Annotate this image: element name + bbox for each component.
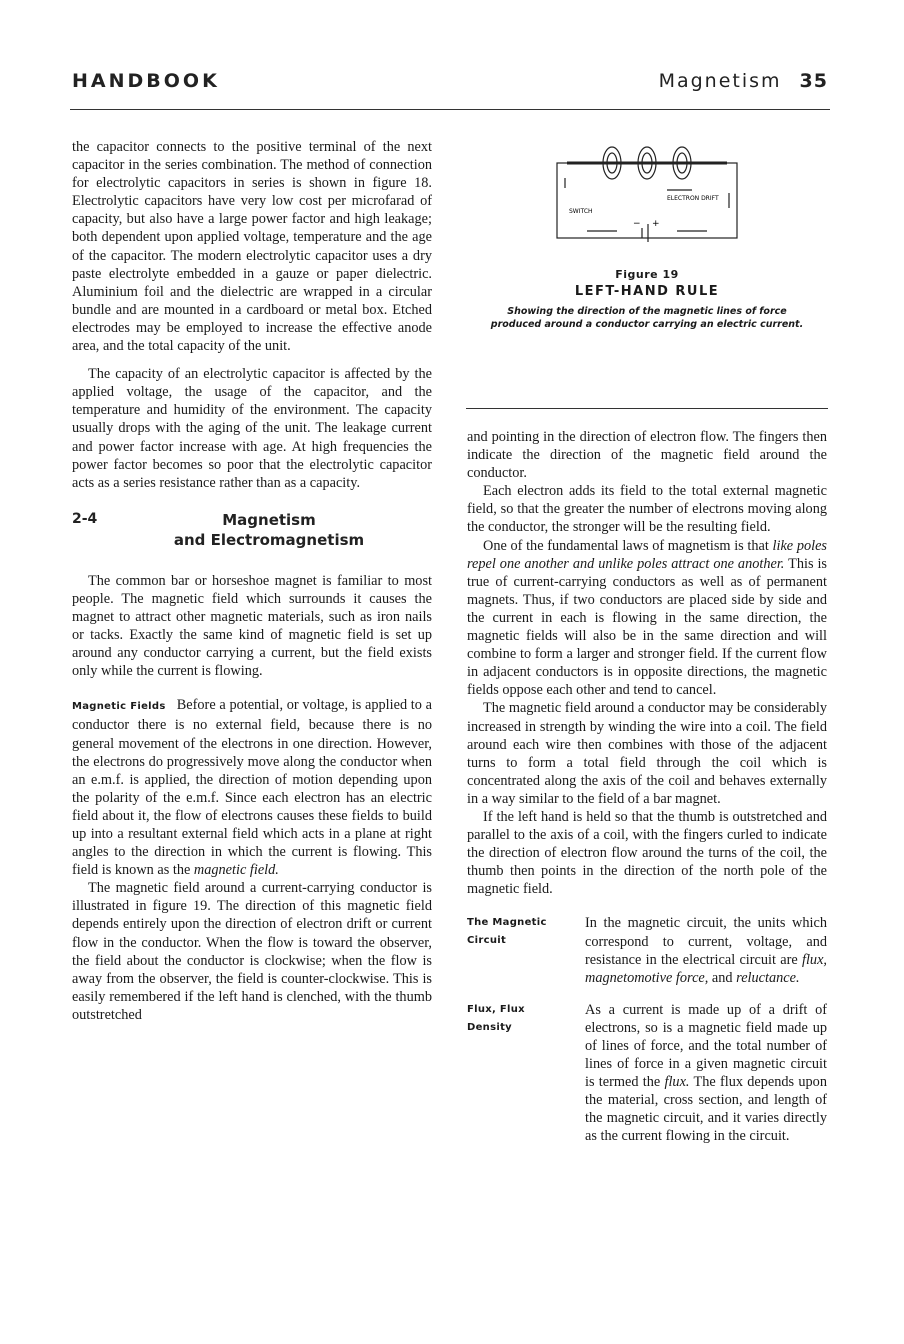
- minus-sign: −: [633, 219, 641, 229]
- paragraph: the capacitor connects to the positive terminal of the next capacitor in the series combination. The method of connection for electrolytic capacitors in series is shown in figure 18. Electrolytic capacitors have very low cost per microfarad of capacity, but also have a large power factor and high leakage; both dependent upon applied voltage, temperature and the age of the capacitor. The modern electrolytic capacitor uses a dry paste electrolyte embedded in a gauze or paper dielectric. Aluminium foil and the dielectric are wrapped in a circular bundle and are mounted in a cardboard or metal box. Etched electrodes may be employed to increase the effective anode area, and the total capacity of the unit.: [72, 139, 432, 355]
- left-column: [72, 138, 432, 1024]
- paragraph: The magnetic field around a conductor may be considerably increased in strength by winding the wire into a coil. The field around each wire then combines with those of the adjacent turns to form a total field through the coil which is concentrated along the axis of the coil and behaves externally in a way similar to the field of a bar magnet.: [467, 700, 827, 807]
- paragraph: One of the fundamental laws of magnetism is that like poles repel one another and unlike poles attract one another. This is true of current-carrying conductors as well as of permanent magnets. Thus, if two conductors are placed side by side and the current in each is flowing in the same direction, the magnetic fields will also be in the same direction and will combine to form a larger and stronger field. If the current flow in adjacent conductors is in opposite directions, the magnetic fields oppose each other and tend to cancel.: [467, 537, 828, 699]
- side-head-block: Magnetic Fields Before a potential, or voltage, is applied to a conductor there is no external field, because there is no general movement of the electrons in one direction. However, the electrons do progressively move along the conductor when an e.m.f. is applied, the direction of motion depending upon the polarity of the e.m.f. Since each electron has an electric field about it, the flow of electrons causes these fields to build up into a resultant external field which acts in a plane at right angles to the direction in which the current is flowing. This field is known as the magnetic field.: [72, 697, 432, 879]
- paragraph: and pointing in the direction of electron flow. The fingers then indicate the direction of the magnetic field around the conductor.: [467, 429, 827, 482]
- chapter-title: Magnetism: [658, 70, 782, 92]
- figure-rule: [466, 408, 828, 409]
- side-head-block: [467, 914, 827, 986]
- figure-caption: Showing the direction of the magnetic lines of force produced around a conductor carrying an electric current.: [490, 306, 804, 330]
- term: magnetic field.: [193, 862, 279, 879]
- switch-label: SWITCH: [569, 208, 593, 215]
- side-head-block: [467, 1001, 827, 1146]
- side-label: Magnetic Fields: [72, 701, 166, 713]
- running-header-left: HANDBOOK: [72, 70, 220, 92]
- running-header-right: [659, 70, 828, 92]
- paragraph: The magnetic field around a current-carrying conductor is illustrated in figure 19. The direction of this magnetic field depends entirely upon the direction of electron drift or current flow in the conductor. When the flow is toward the observer, the field about the conductor is clockwise; when the flow is away from the observer, the field is counter-clockwise. This is easily remembered if the left hand is clenched, with the thumb outstretched: [72, 880, 432, 1023]
- paragraph: If the left hand is held so that the thumb is outstretched and parallel to the axis of a coil, with the fingers curled to indicate the direction of electron flow around the turns of the coil, the thumb then points in the direction of the north pole of the magnetic field.: [467, 808, 827, 898]
- paragraph: Each electron adds its field to the total external magnetic field, so that the greater the number of electrons moving along the conductor, the stronger will be the resulting field.: [467, 483, 827, 536]
- emphasis: like poles repel one another and unlike poles attract one another.: [467, 537, 827, 572]
- right-column: [467, 428, 827, 1146]
- paragraph: The common bar or horseshoe magnet is familiar to most people. The magnetic field which surrounds it causes the magnet to attract other magnetic materials, such as iron nails or tacks. Exactly the same kind of magnetic field is set up around any conductor carrying a current, but the field exists only while the current is flowing.: [72, 572, 432, 680]
- figure-number: Figure 19: [615, 268, 679, 281]
- figure-title: LEFT-HAND RULE: [574, 284, 720, 299]
- paragraph: The capacity of an electrolytic capacitor is affected by the applied voltage, the usage of the capacitor, and the temperature and humidity of the environment. The capacity usually drops with the aging of the unit. The leakage current and power factor increase with age. At high frequencies the power factor becomes so poor that the electrolytic capacitor acts as a series resistance rather than as a capacity.: [72, 366, 432, 491]
- drift-label: ELECTRON DRIFT: [667, 195, 719, 202]
- side-label: Flux, Flux Density: [467, 1003, 525, 1033]
- circuit-diagram: [547, 138, 747, 258]
- section-title: Magnetism and Electromagnetism: [173, 510, 365, 549]
- side-label: The Magnetic Circuit: [467, 917, 547, 947]
- paragraph: As a current is made up of a drift of electrons, so is a magnetic field made up of lines of force, and the total number of lines of force in a given magnetic circuit is termed the flux. The flux depends upon the material, cross section, and length of the magnetic circuit, and it varies directly as the current flowing in the circuit.: [585, 1001, 827, 1145]
- header-rule: [70, 109, 830, 110]
- page-number: 35: [799, 70, 828, 92]
- section-number: 2-4: [72, 510, 98, 527]
- paragraph: In the magnetic circuit, the units which correspond to current, voltage, and resistance in the electrical circuit are flux, magnetomotive force, and reluctance.: [585, 915, 827, 986]
- plus-sign: +: [652, 219, 660, 229]
- section-heading: [72, 510, 432, 550]
- figure-19: [466, 138, 828, 331]
